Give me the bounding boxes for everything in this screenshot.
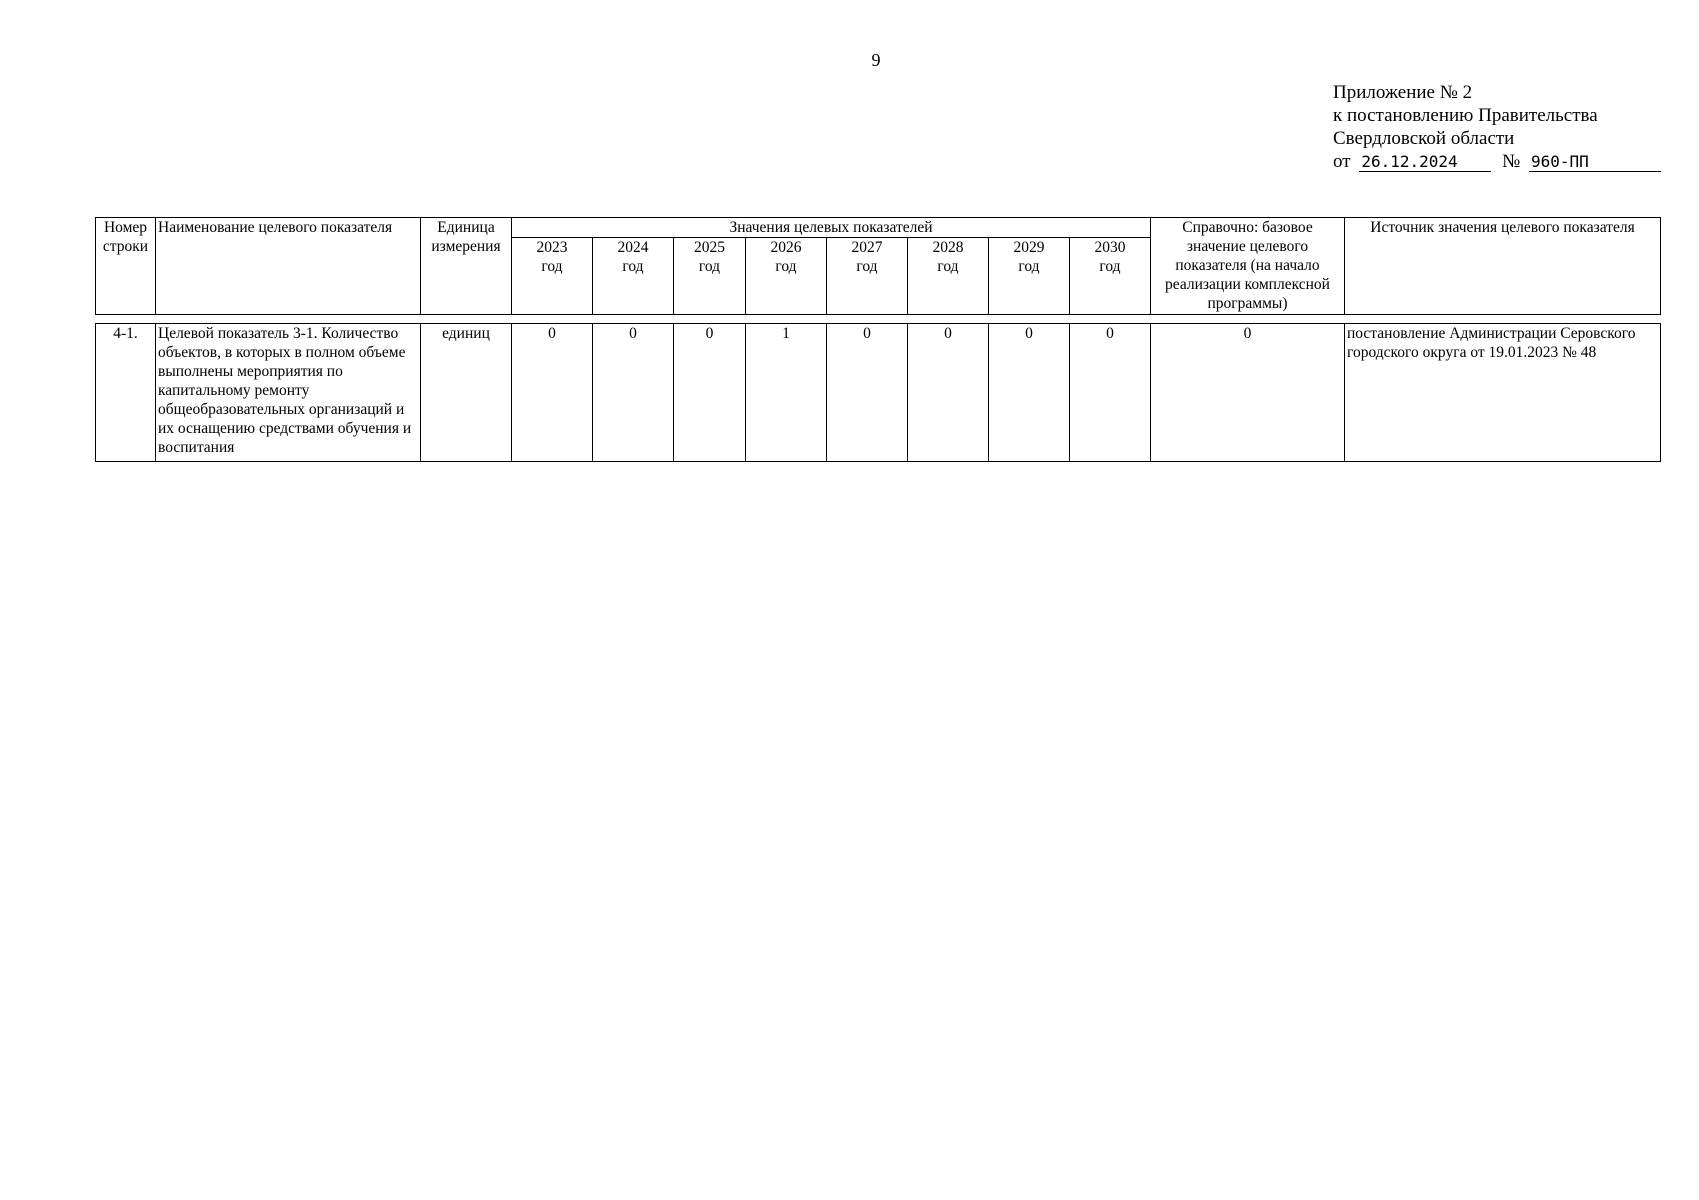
header-row-number: Номер строки [96,218,156,315]
date-prefix: от [1333,151,1351,172]
cell-value-2023: 0 [512,324,593,462]
resolution-date: 26.12.2024 [1359,153,1491,172]
header-year-2030: 2030 год [1070,238,1151,315]
header-year-2026: 2026 год [746,238,827,315]
header-unit: Единица измерения [421,218,512,315]
header-year-2023: 2023 год [512,238,593,315]
header-source: Источник значения целевого показателя [1345,218,1661,315]
header-name: Наименование целевого показателя [156,218,421,315]
resolution-number: 960-ПП [1529,153,1661,172]
cell-value-2030: 0 [1070,324,1151,462]
cell-value-2026: 1 [746,324,827,462]
page-number: 9 [871,50,881,70]
cell-value-2025: 0 [674,324,746,462]
number-sign: № [1502,151,1521,172]
header-year-2025: 2025 год [674,238,746,315]
cell-value-2028: 0 [908,324,989,462]
cell-value-2029: 0 [989,324,1070,462]
table-row [96,324,1661,462]
appendix-title: Приложение № 2 [1333,82,1473,103]
header-year-2028: 2028 год [908,238,989,315]
header-year-2027: 2027 год [827,238,908,315]
header-reference: Справочно: базовое значение целевого показателя (на начало реализации комплексной программы) [1151,218,1345,315]
cell-source: постановление Администрации Серовского городского округа от 19.01.2023 № 48 [1345,324,1661,462]
indicators-header-table [95,217,1661,315]
cell-row-number: 4-1. [96,324,156,462]
appendix-block [1333,81,1661,173]
appendix-line-3: Свердловской области [1333,128,1515,149]
appendix-date-line [1333,150,1661,173]
cell-value-2024: 0 [593,324,674,462]
header-year-2024: 2024 год [593,238,674,315]
cell-indicator-name: Целевой показатель 3-1. Количество объектов, в которых в полном объеме выполнены мероприятия по капитальному ремонту общеобразовательных организаций и их оснащению средствами обучения и воспитания [156,324,421,462]
cell-base-value: 0 [1151,324,1345,462]
header-year-2029: 2029 год [989,238,1070,315]
cell-unit: единиц [421,324,512,462]
header-values-group: Значения целевых показателей [512,218,1151,238]
indicators-body-table [95,323,1661,462]
appendix-line-2: к постановлению Правительства [1333,105,1598,126]
cell-value-2027: 0 [827,324,908,462]
